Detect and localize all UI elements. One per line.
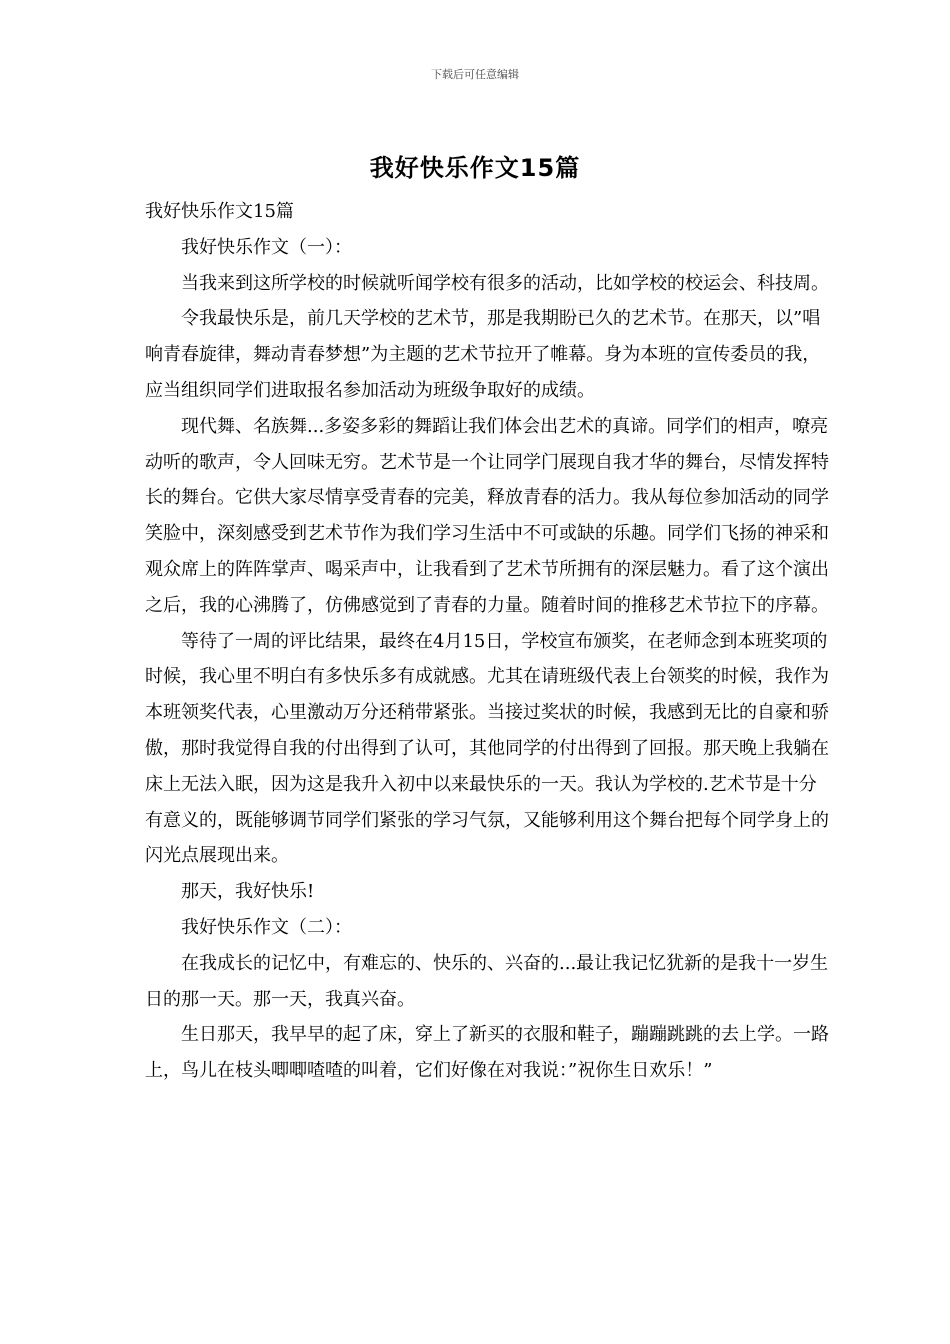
page-header: 下载后可任意编辑 [431,68,519,81]
paragraph: 现代舞、名族舞...多姿多彩的舞蹈让我们体会出艺术的真谛。同学们的相声，嘹亮动听的歌声，令人回味无穷。艺术节是一个让同学门展现自我才华的舞台，尽情发挥特长的舞台。它供大家尽情享受青春的完美，释放青春的活力。我从每位参加活动的同学笑脸中，深刻感受到艺术节作为我们学习生活中不可或缺的乐趣。同学们飞扬的神采和观众席上的阵阵掌声、喝采声中，让我看到了艺术节所拥有的深层魅力。看了这个演出之后，我的心沸腾了，仿佛感觉到了青春的力量。随着时间的推移艺术节拉下的序幕。 [145,415,829,616]
document-title: 我好快乐作文15篇 [369,154,581,182]
paragraph: 当我来到这所学校的时候就听闻学校有很多的活动，比如学校的校运会、科技周。 [181,272,829,294]
section-heading-1: 我好快乐作文（一）： [181,236,352,258]
document-body [145,194,833,1089]
paragraph: 等待了一周的评比结果，最终在4月15日，学校宣布颁奖，在老师念到本班奖项的时候，我心里不明白有多快乐多有成就感。尤其在请班级代表上台领奖的时候，我作为本班领奖代表，心里激动万分还稍带紧张。当接过奖状的时候，我感到无比的自豪和骄傲，那时我觉得自我的付出得到了认可，其他同学的付出得到了回报。那天晚上我躺在床上无法入眠，因为这是我升入初中以来最快乐的一天。我认为学校的.艺术节是十分有意义的，既能够调节同学们紧张的学习气氛，又能够利用这个舞台把每个同学身上的闪光点展现出来。 [145,630,829,867]
paragraph: 在我成长的记忆中，有难忘的、快乐的、兴奋的...最让我记忆犹新的是我十一岁生日的那一天。那一天，我真兴奋。 [145,952,829,1010]
paragraph: 那天，我好快乐! [181,881,315,903]
subtitle-line: 我好快乐作文15篇 [145,201,294,222]
section-heading-2: 我好快乐作文（二）： [181,916,352,938]
paragraph: 令我最快乐是，前几天学校的艺术节，那是我期盼已久的艺术节。在那天，以”唱响青春旋律，舞动青春梦想”为主题的艺术节拉开了帷幕。身为本班的宣传委员的我，应当组织同学们进取报名参加活动为班级争取好的成绩。 [145,308,821,401]
paragraph: 生日那天，我早早的起了床，穿上了新买的衣服和鞋子，蹦蹦跳跳的去上学。一路上，鸟儿在枝头唧唧喳喳的叫着，它们好像在对我说：”祝你生日欢乐！” [145,1024,829,1082]
